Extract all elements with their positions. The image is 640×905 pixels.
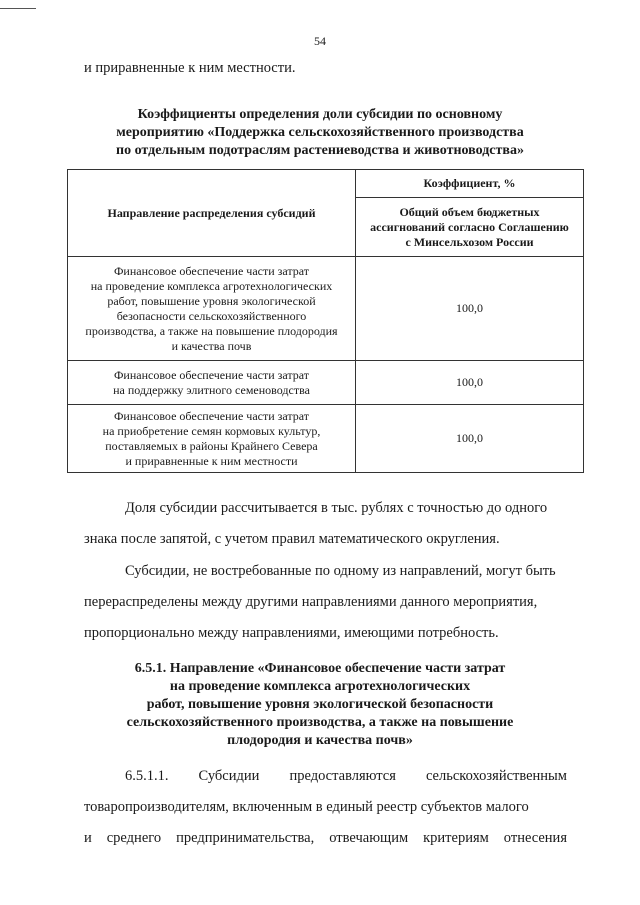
section-heading-line: работ, повышение уровня экологической безопасности [146,697,494,712]
cell-line: работ, повышение уровня экологической [107,293,316,308]
continuation-line: и приравненные к ним местности. [84,60,296,76]
direction-cell [68,361,356,405]
section-heading-line: сельскохозяйственного производства, а также на повышение [126,715,514,730]
subheader-line: ассигнований согласно Соглашению [370,219,569,234]
cell-line: производства, а также на повышение плодородия [85,323,338,338]
col-header-coefficient: Коэффициент, % [356,170,584,198]
table-title-line: Коэффициенты определения доли субсидии по основному [137,107,503,122]
col-subheader-budget [356,198,584,257]
table-row [68,405,584,473]
page-number: 54 [314,34,326,48]
table-title-line: по отдельным подотраслям растениеводства и животноводства» [116,143,524,158]
corner-scan-mark [0,0,36,9]
paragraph-line: Доля субсидии рассчитывается в тыс. рублях с точностью до одного [125,500,548,516]
col-header-direction: Направление распределения субсидий [68,170,356,257]
body-word: отнесения [503,830,567,846]
table-row [68,257,584,361]
body-word: предпринимательства, [176,830,315,846]
clause-number: 6.5.1.1. [125,768,169,784]
table-row [68,361,584,405]
subheader-line: с Минсельхозом России [405,234,534,249]
cell-line: Финансовое обеспечение части затрат [113,367,310,382]
value-cell: 100,0 [356,361,584,405]
body-word: отвечающим [329,830,409,846]
cell-line: и качества почв [171,338,252,353]
body-word: среднего [106,830,162,846]
cell-line: Финансовое обеспечение части затрат [113,263,310,278]
body-word: сельскохозяйственным [425,768,567,784]
section-heading-line: на проведение комплекса агротехнологических [169,679,471,694]
table-title [0,106,640,160]
cell-line: и приравненные к ним местности [125,453,298,468]
body-word: и [84,830,92,846]
coefficients-table [67,169,584,473]
paragraph-line: знака после запятой, с учетом правил математического округления. [84,531,500,547]
section-heading-line: 6.5.1. Направление «Финансовое обеспечение части затрат [134,661,506,676]
table-title-line: мероприятию «Поддержка сельскохозяйственного производства [116,125,524,140]
direction-cell [68,257,356,361]
paragraph-line: пропорционально между направлениями, имеющими потребность. [84,625,499,641]
subheader-line: Общий объем бюджетных [399,204,540,219]
body-word: Субсидии [198,768,260,784]
section-heading [0,660,640,750]
paragraph-line: перераспределены между другими направлениями данного мероприятия, [84,594,538,610]
direction-cell [68,405,356,473]
paragraph-line: Субсидии, не востребованные по одному из направлений, могут быть [125,563,556,579]
cell-line: на проведение комплекса агротехнологических [90,278,333,293]
value-cell: 100,0 [356,405,584,473]
body-word: предоставляются [289,768,396,784]
body-word: критериям [423,830,489,846]
body-line: товаропроизводителям, включенным в единый реестр субъектов малого [84,799,529,815]
cell-line: на приобретение семян кормовых культур, [102,423,321,438]
value-cell: 100,0 [356,257,584,361]
cell-line: на поддержку элитного семеноводства [113,382,310,397]
cell-line: поставляемых в районы Крайнего Севера [105,438,318,453]
section-heading-line: плодородия и качества почв» [227,733,413,748]
cell-line: безопасности сельскохозяйственного [116,308,307,323]
body-line [125,768,567,785]
cell-line: Финансовое обеспечение части затрат [113,408,310,423]
body-line [84,830,567,847]
